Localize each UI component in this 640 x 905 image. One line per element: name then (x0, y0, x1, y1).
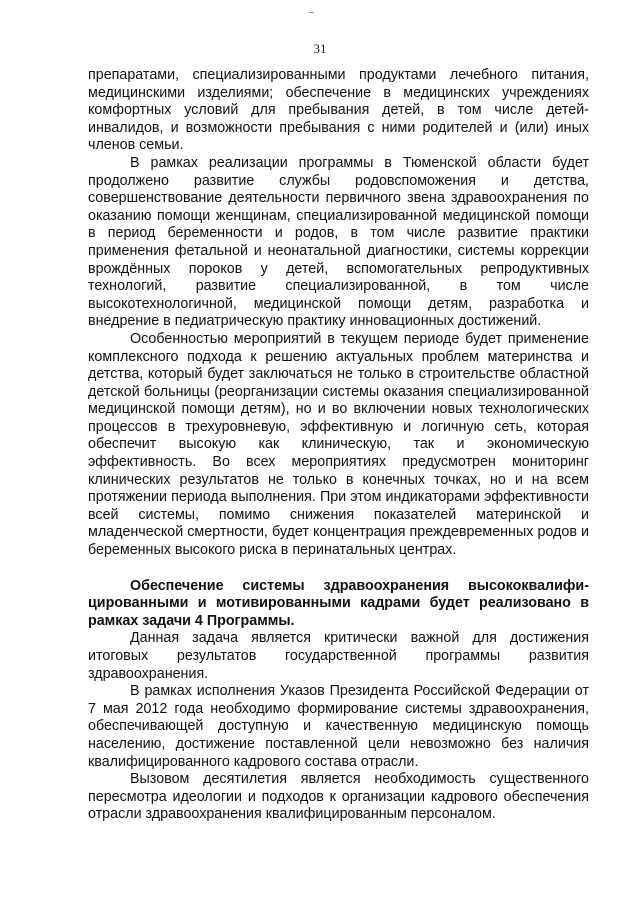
body-text (88, 67, 589, 824)
paragraph-decade-challenge: Вызовом десятилетия является необходимость существенного пересмотра идеологии и подходов к организации кадрового обеспечения отрасли здравоохранения квалифицированным персоналом. (88, 771, 589, 823)
paragraph-presidential-decrees: В рамках исполнения Указов Президента Российской Федерации от 7 мая 2012 года необходимо формирование системы здравоохранения, обеспечивающей доступную и качественную медицинскую помощь населению, достижение поставленной цели невозможно без наличия квалифицированного кадрового состава отрасли. (88, 683, 589, 770)
paragraph-maternity-service: В рамках реализации программы в Тюменской области будет продолжено развитие службы родовспоможения и детства, совершенствование деятельности первичного звена здравоохранения по оказанию помощи женщинам, специализированной медицинской помощи в период беременности и родов, в том числе развитие практики применения фетальной и неонатальной диагностики, системы коррекции врождённых пороков у детей, вспомогательных репродуктивных технологий, развитие специализированной, в том числе высокотехнологичной, медицинской помощи детям, разработка и внедрение в педиатрическую практику инновационных достижений. (88, 154, 589, 330)
paragraph-comprehensive-approach: Особенностью мероприятий в текущем периоде будет применение комплексного подхода к решению актуальных проблем материнства и детства, который будет заключаться не только в строительстве областной детской больницы (реорганизации системы оказания специализированной медицинской помощи детям), но и во включении новых технологических процессов в трехуровневую, эффективную и логичную сеть, которая обеспечит высокую как клиническую, так и экономическую эффективность. Во всех мероприятиях предусмотрен мониторинг клинических результатов не только в конечных точках, но и на всем протяжении периода выполнения. При этом индикаторами эффективности всей системы, помимо снижения показателей материнской и младенческой смертности, будет концентрация преждевременных родов и беременных высокого риска в перинатальных центрах. (88, 330, 589, 559)
page-number: 31 (313, 41, 327, 56)
paragraph-task-importance: Данная задача является критически важной для достижения итоговых результатов государственной программы развития здравоохранения. (88, 630, 589, 682)
scan-artifact (309, 12, 314, 13)
section-heading-staffing: Обеспечение системы здравоохранения высококвалифицированными и мотивированными кадрами будет реализовано в рамках задачи 4 Программы. (88, 577, 589, 629)
paragraph-continuation: препаратами, специализированными продуктами лечебного питания, медицинскими изделиями; обеспечение в медицинских учреждениях комфортных условий для пребывания детей, в том числе детей-инвалидов, и возможности пребывания с ними родителей и (или) иных членов семьи. (88, 67, 589, 154)
